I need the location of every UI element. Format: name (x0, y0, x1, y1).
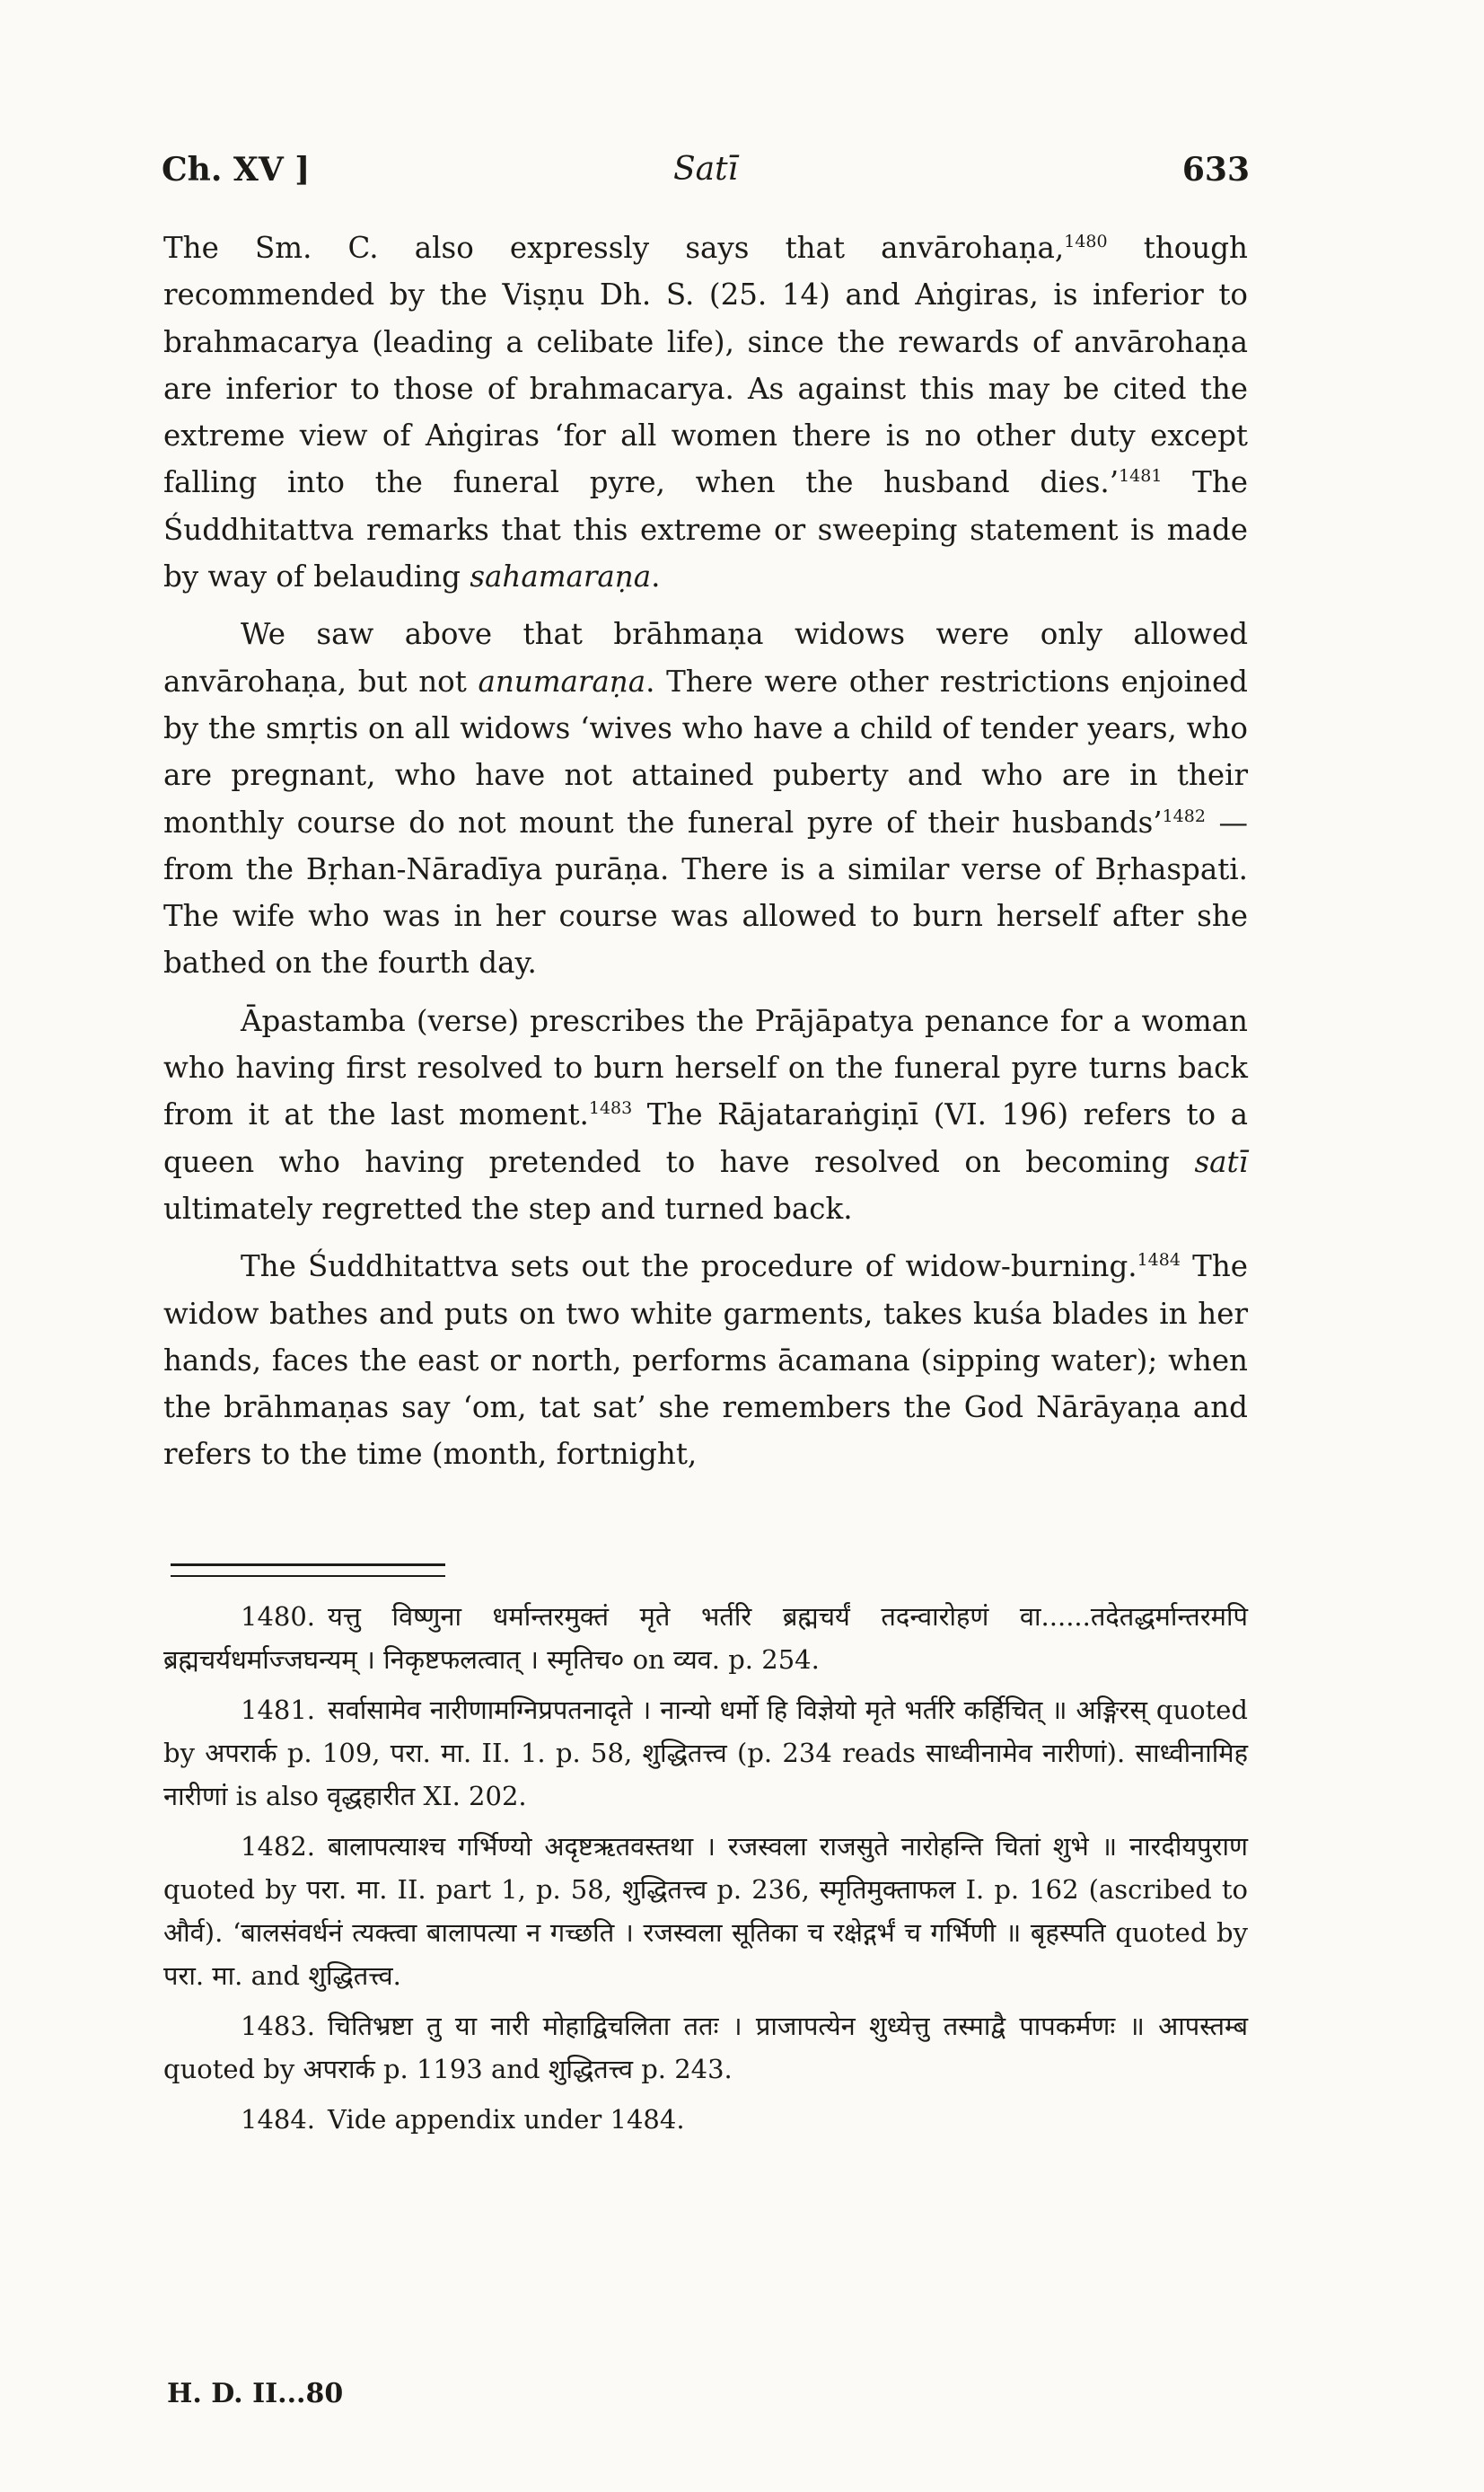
text-run: — from the Bṛhan-Nāradīya purāṇa. There is a similar verse of Bṛhaspati. The wife who was in her course was allowed to burn herself after she bathed on the fourth day. (163, 805, 1248, 981)
text-run: The Rājataraṅgiṇī (VI. 196) refers to a queen who having pretended to have resolved on becoming (163, 1097, 1248, 1179)
footnote-divider (171, 1563, 445, 1566)
text-run: ultimately regretted the step and turned back. (163, 1191, 853, 1226)
text-run: The Sm. C. also expressly says that anvārohaṇa, (163, 231, 1065, 265)
text-run: The widow bathes and puts on two white garments, takes kuśa blades in her hands, faces the east or north, performs ācamana (sipping water); when the brāhmaṇas say ‘om, tat sat’ she remembers the God Nārāyaṇa and refers to the time (month, fortnight, (163, 1249, 1248, 1472)
text-run: . There were other restrictions enjoined by the smṛtis on all widows ‘wives who have a child of tender years, who are pregnant, who have not attained puberty and who are in their monthly course do not mount the funeral pyre of their husbands’ (163, 664, 1248, 840)
text-run: though recommended by the Viṣṇu Dh. S. (25. 14) and Aṅgiras, is inferior to brahmacarya (leading a celibate life), since the rewards of anvārohaṇa are inferior to those of brahmacarya. As against this may be cited the extreme view of Aṅgiras ‘for all women there is no other duty except falling into the funeral pyre, when the husband dies.’ (163, 231, 1248, 500)
footnote-text: बालापत्याश्च गर्भिण्यो अदृष्टऋतवस्तथा । रजस्वला राजसुते नारोहन्ति चितां शुभे ॥ नारदीयपुराण quoted by परा. मा. II. part 1, p. 58, शुद्धितत्त्व p. 236, स्मृतिमुक्ताफल I. p. 162 (ascribed to और्व). ‘बालसंवर्धनं त्यक्त्वा बालापत्या न गच्छति । रजस्वला सूतिका च रक्षेद्गर्भं च गर्भिणी ॥ बृहस्पति quoted by परा. मा. and शुद्धितत्त्व. (163, 1831, 1248, 1991)
footnote-number: 1484. (241, 2104, 316, 2135)
running-title: Satī (672, 151, 739, 188)
italic-term: satī (1194, 1144, 1248, 1179)
footnote-text: सर्वासामेव नारीणामग्निप्रपतनादृते । नान्यो धर्मो हि विज्ञेयो मृते भर्तरि कर्हिचित् ॥ अङ्गिरस् quoted by अपरार्क p. 109, परा. मा. II. 1. p. 58, शुद्धितत्त्व (p. 234 reads साध्वीनामेव नारीणां). साध्वीनामिह नारीणां is also वृद्धहारीत XI. 202. (163, 1695, 1248, 1811)
footnote-number: 1482. (241, 1831, 316, 1862)
paragraph (163, 225, 1248, 600)
text-run: The Śuddhitattva sets out the procedure of widow-burning. (241, 1249, 1137, 1284)
main-text (163, 225, 1248, 1489)
page-number: 633 (1181, 151, 1250, 189)
paragraph (163, 611, 1248, 986)
footnote-number: 1481. (241, 1695, 316, 1725)
footnote-text: यत्तु विष्णुना धर्मान्तरमुक्तं मृते भर्तरि ब्रह्मचर्यं तदन्वारोहणं वा......तदेतद्धर्मान्तरमपि ब्रह्मचर्यधर्माज्जघन्यम् । निकृष्टफलत्वात् । स्मृतिच० on व्यव. p. 254. (163, 1601, 1248, 1675)
text-run: . (651, 559, 661, 594)
footnote-text: Vide appendix under 1484. (328, 2104, 685, 2135)
italic-term: anumaraṇa (478, 664, 646, 699)
footnote-text: चितिभ्रष्टा तु या नारी मोहाद्विचलिता ततः । प्राजापत्येन शुध्येत्तु तस्माद्वै पापकर्मणः ॥ आपस्तम्ब quoted by अपरार्क p. 1193 and शुद्धितत्त्व p. 243. (163, 2011, 1248, 2084)
footnote-ref: 1483 (588, 1098, 633, 1119)
signature-mark: H. D. II...80 (167, 2378, 344, 2409)
chapter-label: Ch. XV ] (162, 151, 311, 189)
footnote (163, 2004, 1248, 2091)
paragraph (163, 998, 1248, 1232)
italic-term: sahamaraṇa (470, 559, 652, 594)
footnote (163, 1825, 1248, 1997)
text-run: The Śuddhitattva remarks that this extreme or sweeping statement is made by way of belauding (163, 465, 1248, 594)
footnote-ref: 1484 (1137, 1250, 1181, 1271)
footnote-number: 1483. (241, 2011, 316, 2041)
footnote-ref: 1480 (1064, 232, 1108, 252)
footnote (163, 2098, 1248, 2141)
text-run: Āpastamba (verse) prescribes the Prājāpatya penance for a woman who having first resolved to burn herself on the funeral pyre turns back from it at the last moment. (163, 1003, 1248, 1132)
footnote-number: 1480. (241, 1601, 316, 1632)
footnote-ref: 1481 (1119, 466, 1163, 487)
footnote-ref: 1482 (1162, 806, 1206, 826)
footnote (163, 1688, 1248, 1818)
footnotes (163, 1595, 1248, 2148)
footnote (163, 1595, 1248, 1681)
paragraph (163, 1243, 1248, 1477)
footnote-divider (171, 1575, 445, 1577)
text-run: We saw above that brāhmaṇa widows were only allowed anvārohaṇa, but not (163, 617, 1248, 699)
running-header (162, 151, 1250, 205)
